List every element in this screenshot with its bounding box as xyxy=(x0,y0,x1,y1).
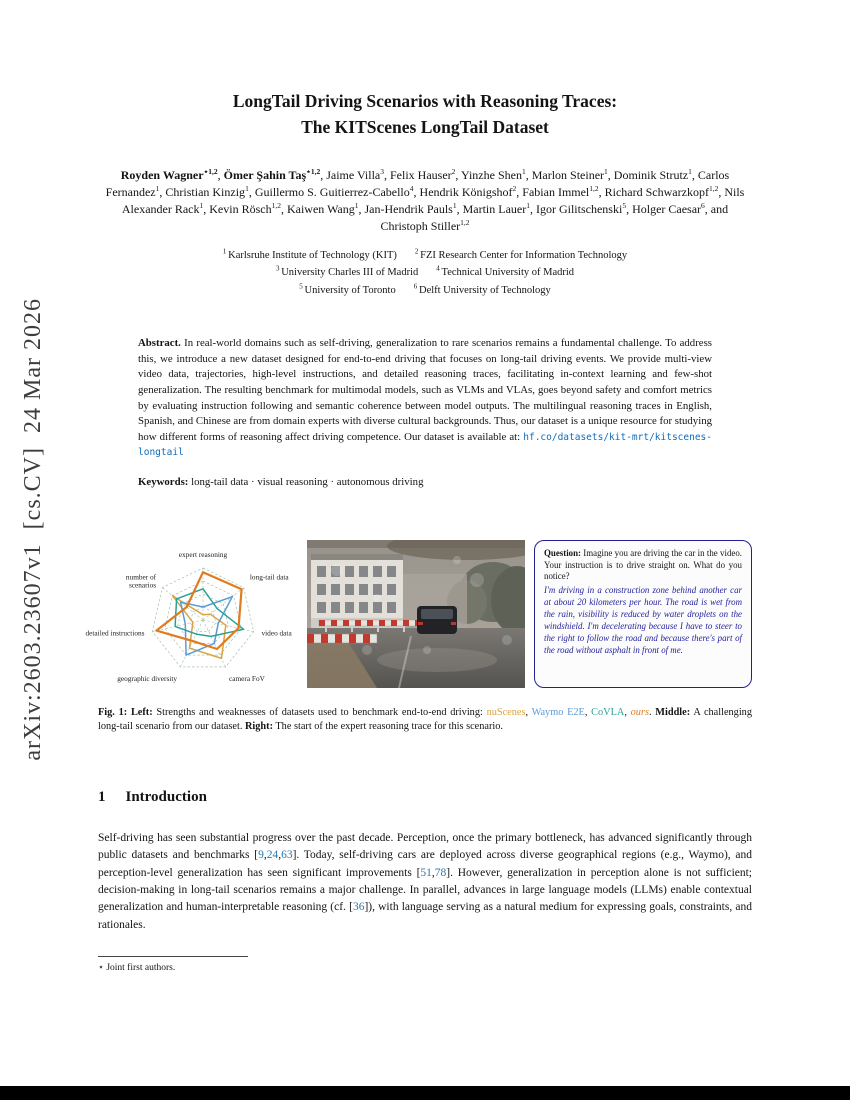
author: Nils Alexander Rack$^1$ xyxy=(121,184,745,216)
intro-paragraph xyxy=(98,830,752,935)
scenario-photo xyxy=(307,540,525,688)
text-segment: ]. Today, self-driving cars are deployed across diverse geographical regions (e.g., Waymo), and perception-level generalization has seen significant improvements [ xyxy=(98,849,752,879)
dashcam-image xyxy=(307,540,525,688)
viewer-bottom-bar xyxy=(0,1086,850,1100)
affiliations xyxy=(98,247,752,299)
footnote: ⋆ Joint first authors. xyxy=(98,963,176,974)
figure-1 xyxy=(85,540,752,690)
author: Marlon Steiner$^1$ xyxy=(531,166,608,182)
text-segment: In real-world domains such as self-driving, generalization to rare scenarios remains a fundamental challenge. To address this, we introduce a new dataset designed for end-to-end driving that focuses on long-tail driving events. We provide multi-view video data, trajectories, high-level instructions, and detailed reasoning traces, facilitating in-context learning and few-shot generalization. The resulting benchmark for multimodal models, such as VLMs and VLAs, goes beyond safety and comfort metrics by evaluating instruction following and semantic coherence between model outputs. The multilingual reasoning traces in English, Spanish, and Chinese are from domain experts with diverse cultural backgrounds. Thus, our dataset is a unique resource for studying how different forms of reasoning affect driving competence. Our dataset is available at: xyxy=(138,337,712,443)
text-segment: Strengths and weaknesses of datasets used to benchmark end-to-end driving: xyxy=(152,706,487,718)
reasoning-box xyxy=(534,540,752,688)
radar-axis-label: video data xyxy=(261,628,292,638)
answer-text xyxy=(544,585,742,656)
text-segment: I'm driving in a construction zone behind another car at about 20 kilometers per hour. The road is wet from the rain, visibility is reduced by water droplets on the windshield. I'm decelerating because I have to steer to the right to follow the road and because there's part of the road without asphalt in front of me. xyxy=(544,585,742,655)
author: Martin Lauer$^1$ xyxy=(462,200,530,216)
citation-ref[interactable]: 9 xyxy=(258,849,264,862)
text-segment: nuScenes xyxy=(486,706,526,718)
radar-axis-label: detailed instructions xyxy=(85,628,145,638)
arxiv-watermark: arXiv:2603.23607v1 [cs.CV] 24 Mar 2026 xyxy=(20,298,46,761)
citation-ref[interactable]: 51 xyxy=(420,866,432,879)
paper-title xyxy=(98,88,752,141)
author: Holger Caesar$^6$ xyxy=(632,200,705,216)
text-segment: ours xyxy=(630,706,649,718)
title-line-2: The KITScenes LongTail Dataset xyxy=(301,117,549,138)
text-segment: Left: xyxy=(130,706,153,718)
text-segment: , xyxy=(263,849,267,862)
abstract xyxy=(138,336,712,460)
section-title: Introduction xyxy=(125,788,207,805)
radar-axis-label: number of scenarios xyxy=(125,572,157,590)
text-segment: The start of the expert reasoning trace for this scenario. xyxy=(273,721,503,733)
text-segment: , xyxy=(624,706,631,718)
author: Christian Kinzig$^1$ xyxy=(165,183,249,199)
text-segment: ]), with language serving as a natural medium for expressing goals, constraints, and rationales. xyxy=(98,901,752,931)
text-segment: , xyxy=(584,706,592,718)
author: Kaiwen Wang$^1$ xyxy=(286,200,359,216)
author: Carlos Fernandez$^1$ xyxy=(105,167,730,199)
question-text xyxy=(544,548,742,584)
radar-axis-label: long-tail data xyxy=(249,572,289,582)
author: Guillermo S. Guitierrez-Cabello$^4$ xyxy=(254,183,414,199)
text-segment: CoVLA xyxy=(591,706,625,718)
text-segment: A challenging long-tail scenario from our dataset. xyxy=(98,706,752,733)
text-segment: Imagine you are driving the car in the video. Your instruction is to drive straight on. What do you notice? xyxy=(544,547,742,582)
radar-chart-svg xyxy=(85,540,298,690)
text-segment: long-tail data · visual reasoning · autonomous driving xyxy=(188,475,424,488)
figure-caption xyxy=(98,706,752,735)
author: Dominik Strutz$^1$ xyxy=(613,166,692,182)
section-heading xyxy=(98,789,752,806)
text-segment: Keywords: xyxy=(138,475,189,488)
author: Igor Gilitschenski$^5$ xyxy=(535,200,627,216)
author: Jan-Hendrik Pauls$^1$ xyxy=(364,200,457,216)
text-segment: ]. However, generalization in perception alone is not sufficient; decision-making in long-tail scenarios remains a major challenge. In parallel, advances in large language models (LLMs) enable contextual generalization and human-interpretable reasoning (cf. [ xyxy=(98,866,753,914)
affiliation: $^5$ University of Toronto xyxy=(299,282,396,296)
radar-axis-label: expert reasoning xyxy=(178,549,228,559)
text-segment: , xyxy=(431,866,435,879)
author: Jaime Villa$^3$ xyxy=(326,166,384,182)
text-segment: . xyxy=(648,706,656,718)
text-segment: Self-driving has seen substantial progress over the past decade. Perception, once the primary bottleneck, has advanced significantly through public datasets and benchmarks [ xyxy=(98,831,752,862)
footnote-rule xyxy=(98,956,248,957)
affiliation: $^1$ Karlsruhe Institute of Technology (KIT) xyxy=(222,247,397,262)
citation-ref[interactable]: 36 xyxy=(352,901,365,914)
text-segment: Fig. 1: xyxy=(98,706,131,718)
title-line-1: LongTail Driving Scenarios with Reasoning Traces: xyxy=(232,91,618,111)
citation-ref[interactable]: 24 xyxy=(266,849,279,862)
radar-series-ours xyxy=(156,572,241,649)
author: Yinzhe Shen$^1$ xyxy=(460,166,526,182)
text-segment: Right: xyxy=(244,721,273,733)
text-segment: Waymo E2E xyxy=(531,706,585,718)
radar-axis-label: geographic diversity xyxy=(117,673,177,683)
author: and Christoph Stiller$^{1,2}$ xyxy=(380,201,729,233)
author-list: Royden Wagner$^{⋆1,2}$, Ömer Şahin Taş$^{⋆1,2}$, Jaime Villa$^3$, Felix Hauser$^2$, Yinzhe Shen$^1$, Marlon Steiner$^1$, Dominik Strutz$^1$, Carlos Fernandez$^1$, Christian Kinzig$^1$, Guillermo S. Guitierrez-Cabello$^4$, Hendrik Königshof$^2$, Fabian Immel$^{1,2}$, Richard Schwarzkopf$^{1,2}$, Nils Alexander Rack$^1$, Kevin Rösch$^{1,2}$, Kaiwen Wang$^1$, Jan-Hendrik Pauls$^1$, Martin Lauer$^1$, Igor Gilitschenski$^5$, Holger Caesar$^6$, and Christoph Stiller$^{1,2}$ xyxy=(105,166,745,233)
author: Hendrik Königshof$^2$ xyxy=(419,183,517,199)
radar-chart xyxy=(85,540,298,690)
text-segment: Abstract. xyxy=(138,337,181,350)
affiliation: $^3$ University Charles III of Madrid xyxy=(275,264,419,279)
text-segment: , xyxy=(525,706,532,718)
radar-axis-label: camera FoV xyxy=(229,673,265,683)
dataset-url-link[interactable]: hf.co/datasets/kit-mrt/kitscenes-longtail xyxy=(138,431,712,459)
text-segment: , xyxy=(278,849,282,862)
section-number: 1 xyxy=(98,788,106,805)
citation-ref[interactable]: 78 xyxy=(434,866,447,879)
text-segment: Middle: xyxy=(655,706,691,718)
author: Ömer Şahin Taş$^{⋆1,2}$ xyxy=(223,166,321,182)
author: Fabian Immel$^{1,2}$ xyxy=(522,183,599,199)
author: Richard Schwarzkopf$^{1,2}$ xyxy=(604,183,719,199)
author: Royden Wagner$^{⋆1,2}$ xyxy=(120,166,218,182)
affiliation: $^2$ FZI Research Center for Information Technology xyxy=(414,247,628,262)
affiliation: $^4$ Technical University of Madrid xyxy=(436,264,575,279)
citation-ref[interactable]: 63 xyxy=(281,849,293,862)
text-segment: Question: xyxy=(544,547,581,558)
author: Kevin Rösch$^{1,2}$ xyxy=(209,200,281,216)
affiliation: $^6$ Delft University of Technology xyxy=(413,282,551,296)
author: Felix Hauser$^2$ xyxy=(390,166,456,182)
keywords xyxy=(138,476,712,488)
